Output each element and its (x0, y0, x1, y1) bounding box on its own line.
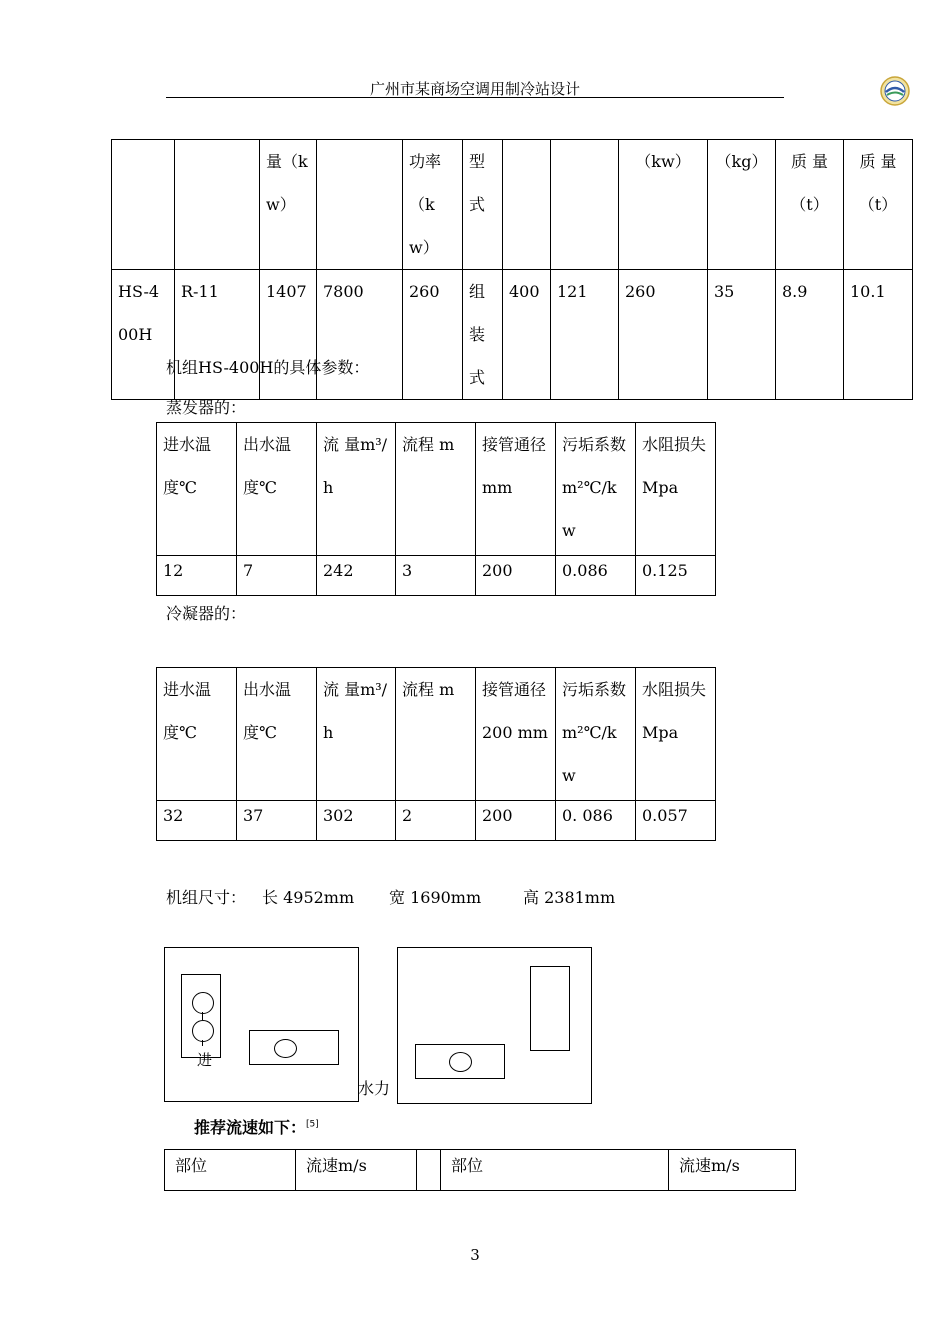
evaporator-table (156, 422, 716, 596)
evaporator-header-row (157, 423, 716, 556)
spec-data-cell: 260 (403, 270, 463, 400)
page-number: 3 (470, 1246, 480, 1264)
spec-header-cell: 质 量（t） (776, 140, 844, 270)
condenser-label: 冷凝器的： (166, 604, 247, 623)
header-title: 广州市某商场空调用制冷站设计 (369, 80, 580, 98)
flow-section-ref: [5] (306, 1119, 319, 1130)
flow-header-cell: 流速m/s (296, 1150, 417, 1191)
spec-header-cell (175, 140, 260, 270)
spec-data-cell: HS-400H (112, 270, 175, 400)
flow-header-row (165, 1150, 796, 1191)
condenser-value-cell: 302 (317, 801, 396, 841)
spec-data-cell: 400 (503, 270, 551, 400)
diagram-side-text: 水力 (358, 1079, 391, 1098)
evaporator-header-cell: 流 量m³/h (317, 423, 396, 556)
diagram-upper-circle (192, 992, 214, 1014)
condenser-header-cell: 流 量m³/h (317, 668, 396, 801)
evaporator-value-row (157, 556, 716, 596)
flow-section-title-text: 推荐流速如下： (194, 1118, 307, 1137)
spec-data-cell: 260 (619, 270, 708, 400)
spec-data-cell: R-11 (175, 270, 260, 400)
condenser-value-cell: 2 (396, 801, 476, 841)
dimensions-label: 机组尺寸： (166, 888, 247, 907)
spec-header-cell (503, 140, 551, 270)
spec-header-cell (317, 140, 403, 270)
dimensions-height: 高 2381mm (523, 888, 616, 907)
spec-data-row (112, 270, 913, 400)
header-rule (166, 97, 784, 98)
spec-header-cell: （kg） (708, 140, 776, 270)
condenser-value-cell: 32 (157, 801, 237, 841)
unit-params-label: 机组HS-400H的具体参数： (166, 358, 370, 377)
evaporator-value-cell: 200 (476, 556, 556, 596)
condenser-header-cell: 水阻损失Mpa (636, 668, 716, 801)
condenser-header-cell: 进水温度℃ (157, 668, 237, 801)
diagram-left-vertical-box (181, 974, 221, 1058)
evaporator-value-cell: 7 (237, 556, 317, 596)
condenser-header-cell: 出水温度℃ (237, 668, 317, 801)
evaporator-header-cell: 流程 m (396, 423, 476, 556)
flow-rate-table (164, 1149, 796, 1191)
spec-data-cell: 7800 (317, 270, 403, 400)
spec-header-cell: 量（kw） (260, 140, 317, 270)
evaporator-value-cell: 12 (157, 556, 237, 596)
evaporator-header-cell: 水阻损失Mpa (636, 423, 716, 556)
diagram-connector (202, 1012, 203, 1020)
spec-data-cell: 1407 (260, 270, 317, 400)
diagram-left-box-circle (274, 1039, 297, 1058)
spec-header-cell: 功率（kw） (403, 140, 463, 270)
condenser-header-row (157, 668, 716, 801)
dimensions-width: 宽 1690mm (389, 888, 482, 907)
spec-data-cell: 8.9 (776, 270, 844, 400)
condenser-value-cell: 0. 086 (556, 801, 636, 841)
condenser-header-cell: 流程 m (396, 668, 476, 801)
flow-header-cell (417, 1150, 441, 1191)
flow-header-cell: 部位 (165, 1150, 296, 1191)
evaporator-label: 蒸发器的： (166, 398, 247, 417)
spec-header-cell (112, 140, 175, 270)
evaporator-value-cell: 0.125 (636, 556, 716, 596)
university-logo-icon (880, 76, 910, 106)
condenser-header-cell: 污垢系数m²℃/kw (556, 668, 636, 801)
spec-header-row (112, 140, 913, 270)
spec-header-cell: 型式 (463, 140, 503, 270)
spec-data-cell: 121 (551, 270, 619, 400)
diagram-lower-circle (192, 1020, 214, 1042)
diagram-right-box-circle (449, 1052, 472, 1072)
evaporator-header-cell: 接管通径 mm (476, 423, 556, 556)
evaporator-value-cell: 3 (396, 556, 476, 596)
evaporator-header-cell: 污垢系数m²℃/kw (556, 423, 636, 556)
condenser-value-row (157, 801, 716, 841)
flow-header-cell: 部位 (441, 1150, 669, 1191)
spec-header-cell: 质 量（t） (844, 140, 913, 270)
diagram-connector (202, 1040, 203, 1046)
evaporator-value-cell: 242 (317, 556, 396, 596)
condenser-table (156, 667, 716, 841)
spec-header-cell (551, 140, 619, 270)
condenser-header-cell: 接管通径 200 mm (476, 668, 556, 801)
flow-header-cell: 流速m/s (669, 1150, 796, 1191)
spec-data-cell: 10.1 (844, 270, 913, 400)
diagram-right-vertical-box (530, 966, 570, 1051)
condenser-value-cell: 0.057 (636, 801, 716, 841)
evaporator-header-cell: 出水温度℃ (237, 423, 317, 556)
spec-data-cell: 35 (708, 270, 776, 400)
flow-section-title (194, 1115, 319, 1138)
condenser-value-cell: 200 (476, 801, 556, 841)
spec-data-cell: 组装式 (463, 270, 503, 400)
spec-header-cell: （kw） (619, 140, 708, 270)
evaporator-header-cell: 进水温度℃ (157, 423, 237, 556)
diagram-inlet-label: 进 (197, 1051, 213, 1069)
condenser-value-cell: 37 (237, 801, 317, 841)
evaporator-value-cell: 0.086 (556, 556, 636, 596)
dimensions-length: 长 4952mm (262, 888, 355, 907)
